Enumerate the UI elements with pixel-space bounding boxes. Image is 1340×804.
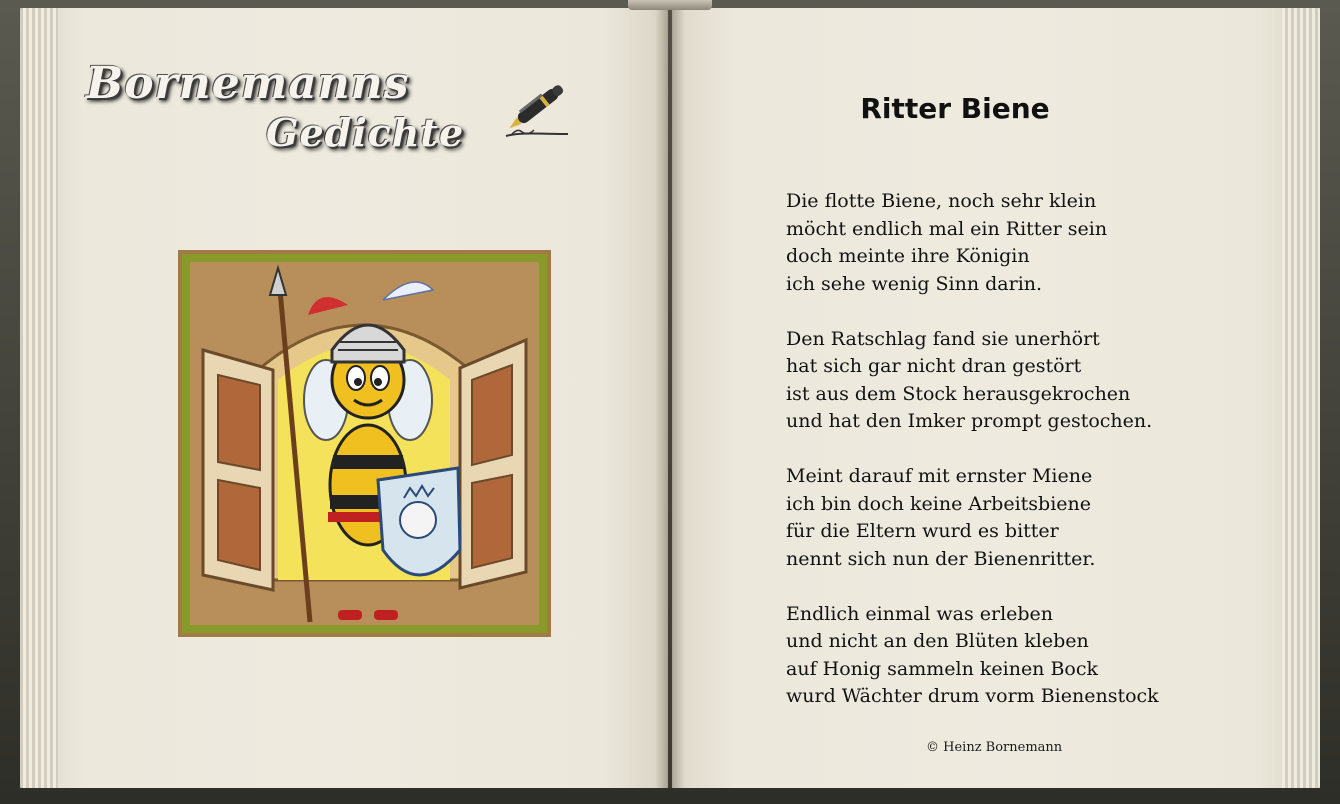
poem-line: möcht endlich mal ein Ritter sein [786,217,1108,240]
poem-line: Endlich einmal was erleben [786,602,1054,625]
logo-line-2: Gedichte [266,110,465,155]
poem-line: doch meinte ihre Königin [786,245,1030,267]
poem-line: und hat den Imker prompt gestochen. [786,410,1153,432]
logo-line-1: Bornemanns [86,58,410,109]
poem-title: Ritter Biene [860,92,1050,125]
poem-stanza [786,188,1266,298]
book-clasp [628,0,712,10]
copyright-notice: © Heinz Bornemann [926,740,1063,755]
poem-line: ist aus dem Stock herausgekrochen [786,382,1131,405]
poem-line: auf Honig sammeln keinen Bock [786,657,1099,680]
poem-line: Meint darauf mit ernster Miene [786,465,1093,487]
right-page-edges [1282,8,1320,788]
poem-line: ich sehe wenig Sinn darin. [786,272,1043,295]
poem-line: und nicht an den Blüten kleben [786,630,1089,652]
poem-body [786,188,1266,738]
poem-stanza [786,463,1266,573]
poem-stanza [786,326,1266,436]
poem-line: nennt sich nun der Bienenritter. [786,547,1096,570]
poem-line: Den Ratschlag fand sie unerhört [786,327,1100,350]
poem-line: für die Eltern wurd es bitter [786,520,1059,542]
fountain-pen-icon [500,74,576,140]
poem-line: wurd Wächter drum vorm Bienenstock [786,685,1159,707]
poem-line: ich bin doch keine Arbeitsbiene [786,492,1092,515]
left-page-edges [20,8,58,788]
poem-stanza [786,601,1266,711]
poem-line: hat sich gar nicht dran gestört [786,355,1082,377]
poem-line: Die flotte Biene, noch sehr klein [786,190,1097,212]
knight-bee-illustration [178,250,551,637]
book-spine [655,8,685,788]
